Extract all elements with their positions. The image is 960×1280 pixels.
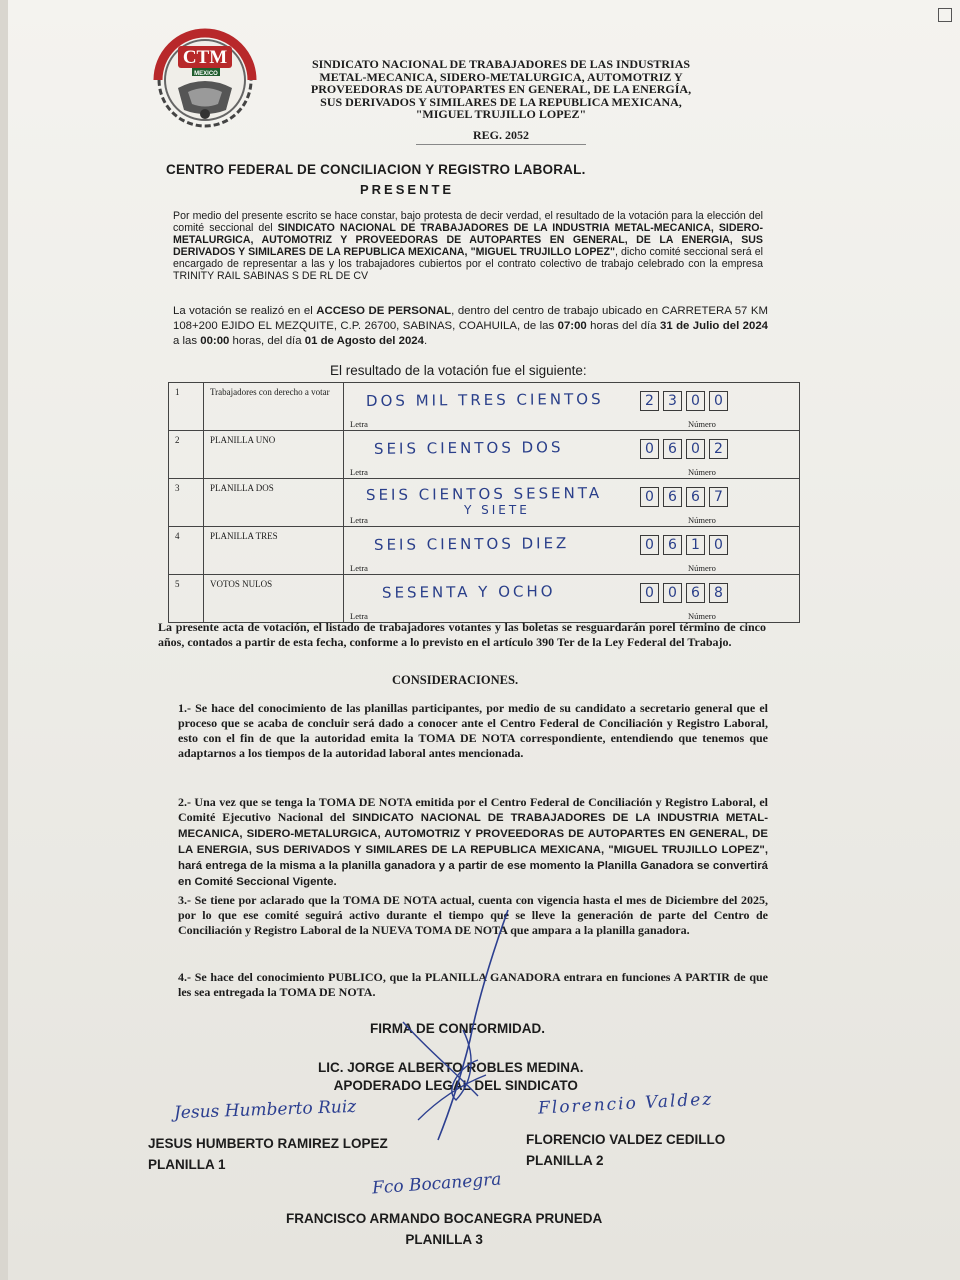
union-line: SINDICATO NACIONAL DE TRABAJADORES DE LAS INDUSTRIAS bbox=[311, 57, 691, 71]
row-number: 2 bbox=[169, 431, 204, 479]
digit-box: 1 bbox=[686, 535, 705, 555]
union-line: PROVEEDORAS DE AUTOPARTES EN GENERAL, DE LA ENERGÍA, bbox=[310, 82, 692, 97]
digit-box: 6 bbox=[686, 487, 705, 507]
handwritten-amount: SEIS CIENTOS DIEZ bbox=[373, 534, 570, 554]
firma-title: FIRMA DE CONFORMIDAD. bbox=[370, 1021, 545, 1036]
loc-end-date: 01 de Agosto del 2024 bbox=[304, 335, 424, 347]
digit-box: 8 bbox=[709, 583, 728, 603]
loc-text: horas, del día bbox=[229, 335, 305, 347]
row-label: VOTOS NULOS bbox=[204, 575, 344, 623]
digit-box: 0 bbox=[686, 391, 705, 411]
addressee-name: CENTRO FEDERAL DE CONCILIACION Y REGISTRO LABORAL. bbox=[166, 162, 586, 177]
row-number: 4 bbox=[169, 527, 204, 575]
handwritten-signature-planilla-1: Jesus Humberto Ruiz bbox=[173, 1096, 357, 1124]
handwritten-signature-planilla-2: Florencio Valdez bbox=[537, 1089, 714, 1119]
numero-label: Número bbox=[688, 419, 716, 429]
handwritten-amount: SEIS CIENTOS DOS bbox=[373, 438, 564, 458]
letra-label: Letra bbox=[350, 467, 368, 477]
digit-box: 6 bbox=[686, 583, 705, 603]
union-line: "MIGUEL TRUJILLO LOPEZ" bbox=[415, 107, 587, 122]
digit-box: 0 bbox=[640, 487, 659, 507]
row-number: 5 bbox=[169, 575, 204, 623]
row-label: PLANILLA DOS bbox=[204, 479, 344, 527]
numero-label: Número bbox=[688, 515, 716, 525]
loc-start-date: 31 de Julio del 2024 bbox=[659, 320, 769, 332]
digit-box: 7 bbox=[709, 487, 728, 507]
handwritten-amount-cont: Y SIETE bbox=[464, 503, 530, 517]
digit-box: 0 bbox=[709, 391, 728, 411]
apoderado-name: LIC. JORGE ALBERTO ROBLES MEDINA. bbox=[318, 1060, 584, 1075]
registro-number: REG. 2052 bbox=[472, 127, 529, 142]
loc-start-time: 07:00 bbox=[557, 320, 587, 332]
intro-text-a: Por medio del presente escrito se hace constar, bajo protesta de decir verdad, el resultado de la votación para la elección del comité seccional del bbox=[173, 210, 763, 234]
svg-text:CTM: CTM bbox=[182, 47, 228, 68]
signatory-name: JESUS HUMBERTO RAMIREZ LOPEZ bbox=[148, 1136, 388, 1151]
intro-union-name: SINDICATO NACIONAL DE TRABAJADORES DE LA INDUSTRIA METAL-MECANICA, SIDERO-METALURGICA, AUTOMOTRIZ Y PROVEEDORAS DE AUTOPARTES EN GENERAL, DE LA ENERGIA, SUS DERIVADOS Y SIMILARES DE LA REPUBLICA MEXICANA, "MIGUEL TRUJILLO LOPEZ" bbox=[173, 222, 763, 258]
digit-box: 0 bbox=[640, 583, 659, 603]
letra-label: Letra bbox=[350, 515, 368, 525]
consideration-2-text: 2.- Una vez que se tenga la TOMA DE NOTA emitida por el Centro Federal de Conciliación y Registro Laboral, el Comité Ejecutivo Nacional del bbox=[178, 795, 768, 824]
consideration-3: 3.- Se tiene por aclarado que la TOMA DE NOTA actual, cuenta con vigencia hasta el mes de Diciembre del 2025, por lo que ese comité seguirá activo durante el tiempo que se lleve la generación de parte del Centro de Conciliación y Registro Laboral de la NUEVA TOMA DE NOTA que ampara a la planilla ganadora. bbox=[178, 893, 768, 937]
handwritten-signature-planilla-3: Fco Bocanegra bbox=[371, 1169, 503, 1199]
signatory-role: PLANILLA 1 bbox=[148, 1157, 226, 1172]
row-label: Trabajadores con derecho a votar bbox=[204, 383, 344, 431]
loc-end-time: 00:00 bbox=[200, 335, 230, 347]
union-line: METAL-MECANICA, SIDERO-METALURGICA, AUTOMOTRIZ Y bbox=[319, 69, 683, 84]
digit-box: 3 bbox=[663, 391, 682, 411]
row-number: 1 bbox=[169, 383, 204, 431]
retention-paragraph: La presente acta de votación, el listado de trabajadores votantes y las boletas se resguardarán porel término de cinco años, contados a partir de esta fecha, conforme a lo previsto en el artículo 390 Ter de la Ley Federal del Trabajo. bbox=[158, 620, 766, 649]
apoderado-signature-strokes bbox=[8, 0, 960, 1280]
loc-text: . bbox=[423, 335, 428, 347]
digit-box: 6 bbox=[663, 535, 682, 555]
addressee-presente: PRESENTE bbox=[360, 182, 455, 197]
digit-box: 2 bbox=[709, 439, 728, 459]
consideration-1: 1.- Se hace del conocimiento de las planillas participantes, por medio de su candidato a secretario general que el proceso que se acaba de concluir será dado a conocer ante el Centro Federal de Conciliación y Registro Laboral, esto con el fin de que la autoridad emita la TOMA DE NOTA correspondiente, entendiendo que tenemos que adaptarnos a los tiempos de la autoridad laboral antes mencionada. bbox=[178, 701, 768, 760]
loc-text: a las bbox=[173, 335, 201, 347]
digit-box: 2 bbox=[640, 391, 659, 411]
numero-label: Número bbox=[688, 563, 716, 573]
digit-box: 6 bbox=[663, 439, 682, 459]
considerations-title: CONSIDERACIONES. bbox=[392, 673, 519, 687]
handwritten-amount: SESENTA Y OCHO bbox=[381, 582, 556, 602]
apoderado-role: APODERADO LEGAL DEL SINDICATO bbox=[333, 1078, 578, 1093]
digit-box: 0 bbox=[709, 535, 728, 555]
consideration-2-union: SINDICATO NACIONAL DE TRABAJADORES DE LA INDUSTRIA METAL-MECANICA, SIDERO-METALURGICA, AUTOMOTRIZ Y PROVEEDORAS DE AUTOPARTES EN GENERAL, DE LA ENERGIA, SUS DERIVADOS Y SIMILARES DE LA REPUBLICA MEXICANA, "MIGUEL TRUJILLO LOPEZ", hará entrega de la misma a la planilla ganadora y a partir de ese momento la Planilla Ganadora se convertirá en Comité Seccional Vigente. bbox=[178, 812, 768, 888]
digit-box: 0 bbox=[640, 439, 659, 459]
union-line: SUS DERIVADOS Y SIMILARES DE LA REPUBLICA MEXICANA, bbox=[320, 94, 682, 109]
signatory-name: FLORENCIO VALDEZ CEDILLO bbox=[526, 1132, 726, 1147]
letra-label: Letra bbox=[350, 563, 368, 573]
row-label: PLANILLA TRES bbox=[204, 527, 344, 575]
intro-text-b: , dicho comité seccional será el encargado de representar a las y los trabajadores cubiertos por el contrato colectivo de trabajo celebrado con la empresa TRINITY RAIL SABINAS S DE RL DE CV bbox=[173, 246, 763, 282]
row-label: PLANILLA UNO bbox=[204, 431, 344, 479]
handwritten-amount: SEIS CIENTOS SESENTA bbox=[365, 483, 603, 505]
signatory-name: FRANCISCO ARMANDO BOCANEGRA PRUNEDA bbox=[286, 1211, 603, 1226]
letra-label: Letra bbox=[350, 419, 368, 429]
digit-box: 0 bbox=[640, 535, 659, 555]
digit-box: 0 bbox=[663, 583, 682, 603]
loc-text: La votación se realizó en el bbox=[173, 305, 317, 317]
row-number: 3 bbox=[169, 479, 204, 527]
digit-box: 6 bbox=[663, 487, 682, 507]
loc-place: ACCESO DE PERSONAL bbox=[316, 305, 452, 317]
results-caption: El resultado de la votación fue el siguiente: bbox=[330, 363, 587, 378]
handwritten-amount: DOS MIL TRES CIENTOS bbox=[365, 389, 604, 411]
signatory-role: PLANILLA 2 bbox=[526, 1153, 604, 1168]
svg-text:MEXICO: MEXICO bbox=[194, 71, 218, 77]
loc-text: , dentro del centro de trabajo ubicado en CARRETERA 57 KM 108+200 EJIDO EL MEZQUITE, C.P. 26700, SABINAS, COAHUILA, de las bbox=[173, 305, 768, 332]
document-page bbox=[8, 0, 960, 1280]
loc-text: horas del día bbox=[586, 320, 660, 332]
letra-label: Letra bbox=[350, 611, 368, 621]
signatory-role: PLANILLA 3 bbox=[405, 1232, 483, 1247]
numero-label: Número bbox=[688, 467, 716, 477]
numero-label: Número bbox=[688, 611, 716, 621]
consideration-4: 4.- Se hace del conocimiento PUBLICO, que la PLANILLA GANADORA entrara en funciones A PARTIR de que les sea entregada la TOMA DE NOTA. bbox=[178, 970, 768, 999]
digit-box: 0 bbox=[686, 439, 705, 459]
